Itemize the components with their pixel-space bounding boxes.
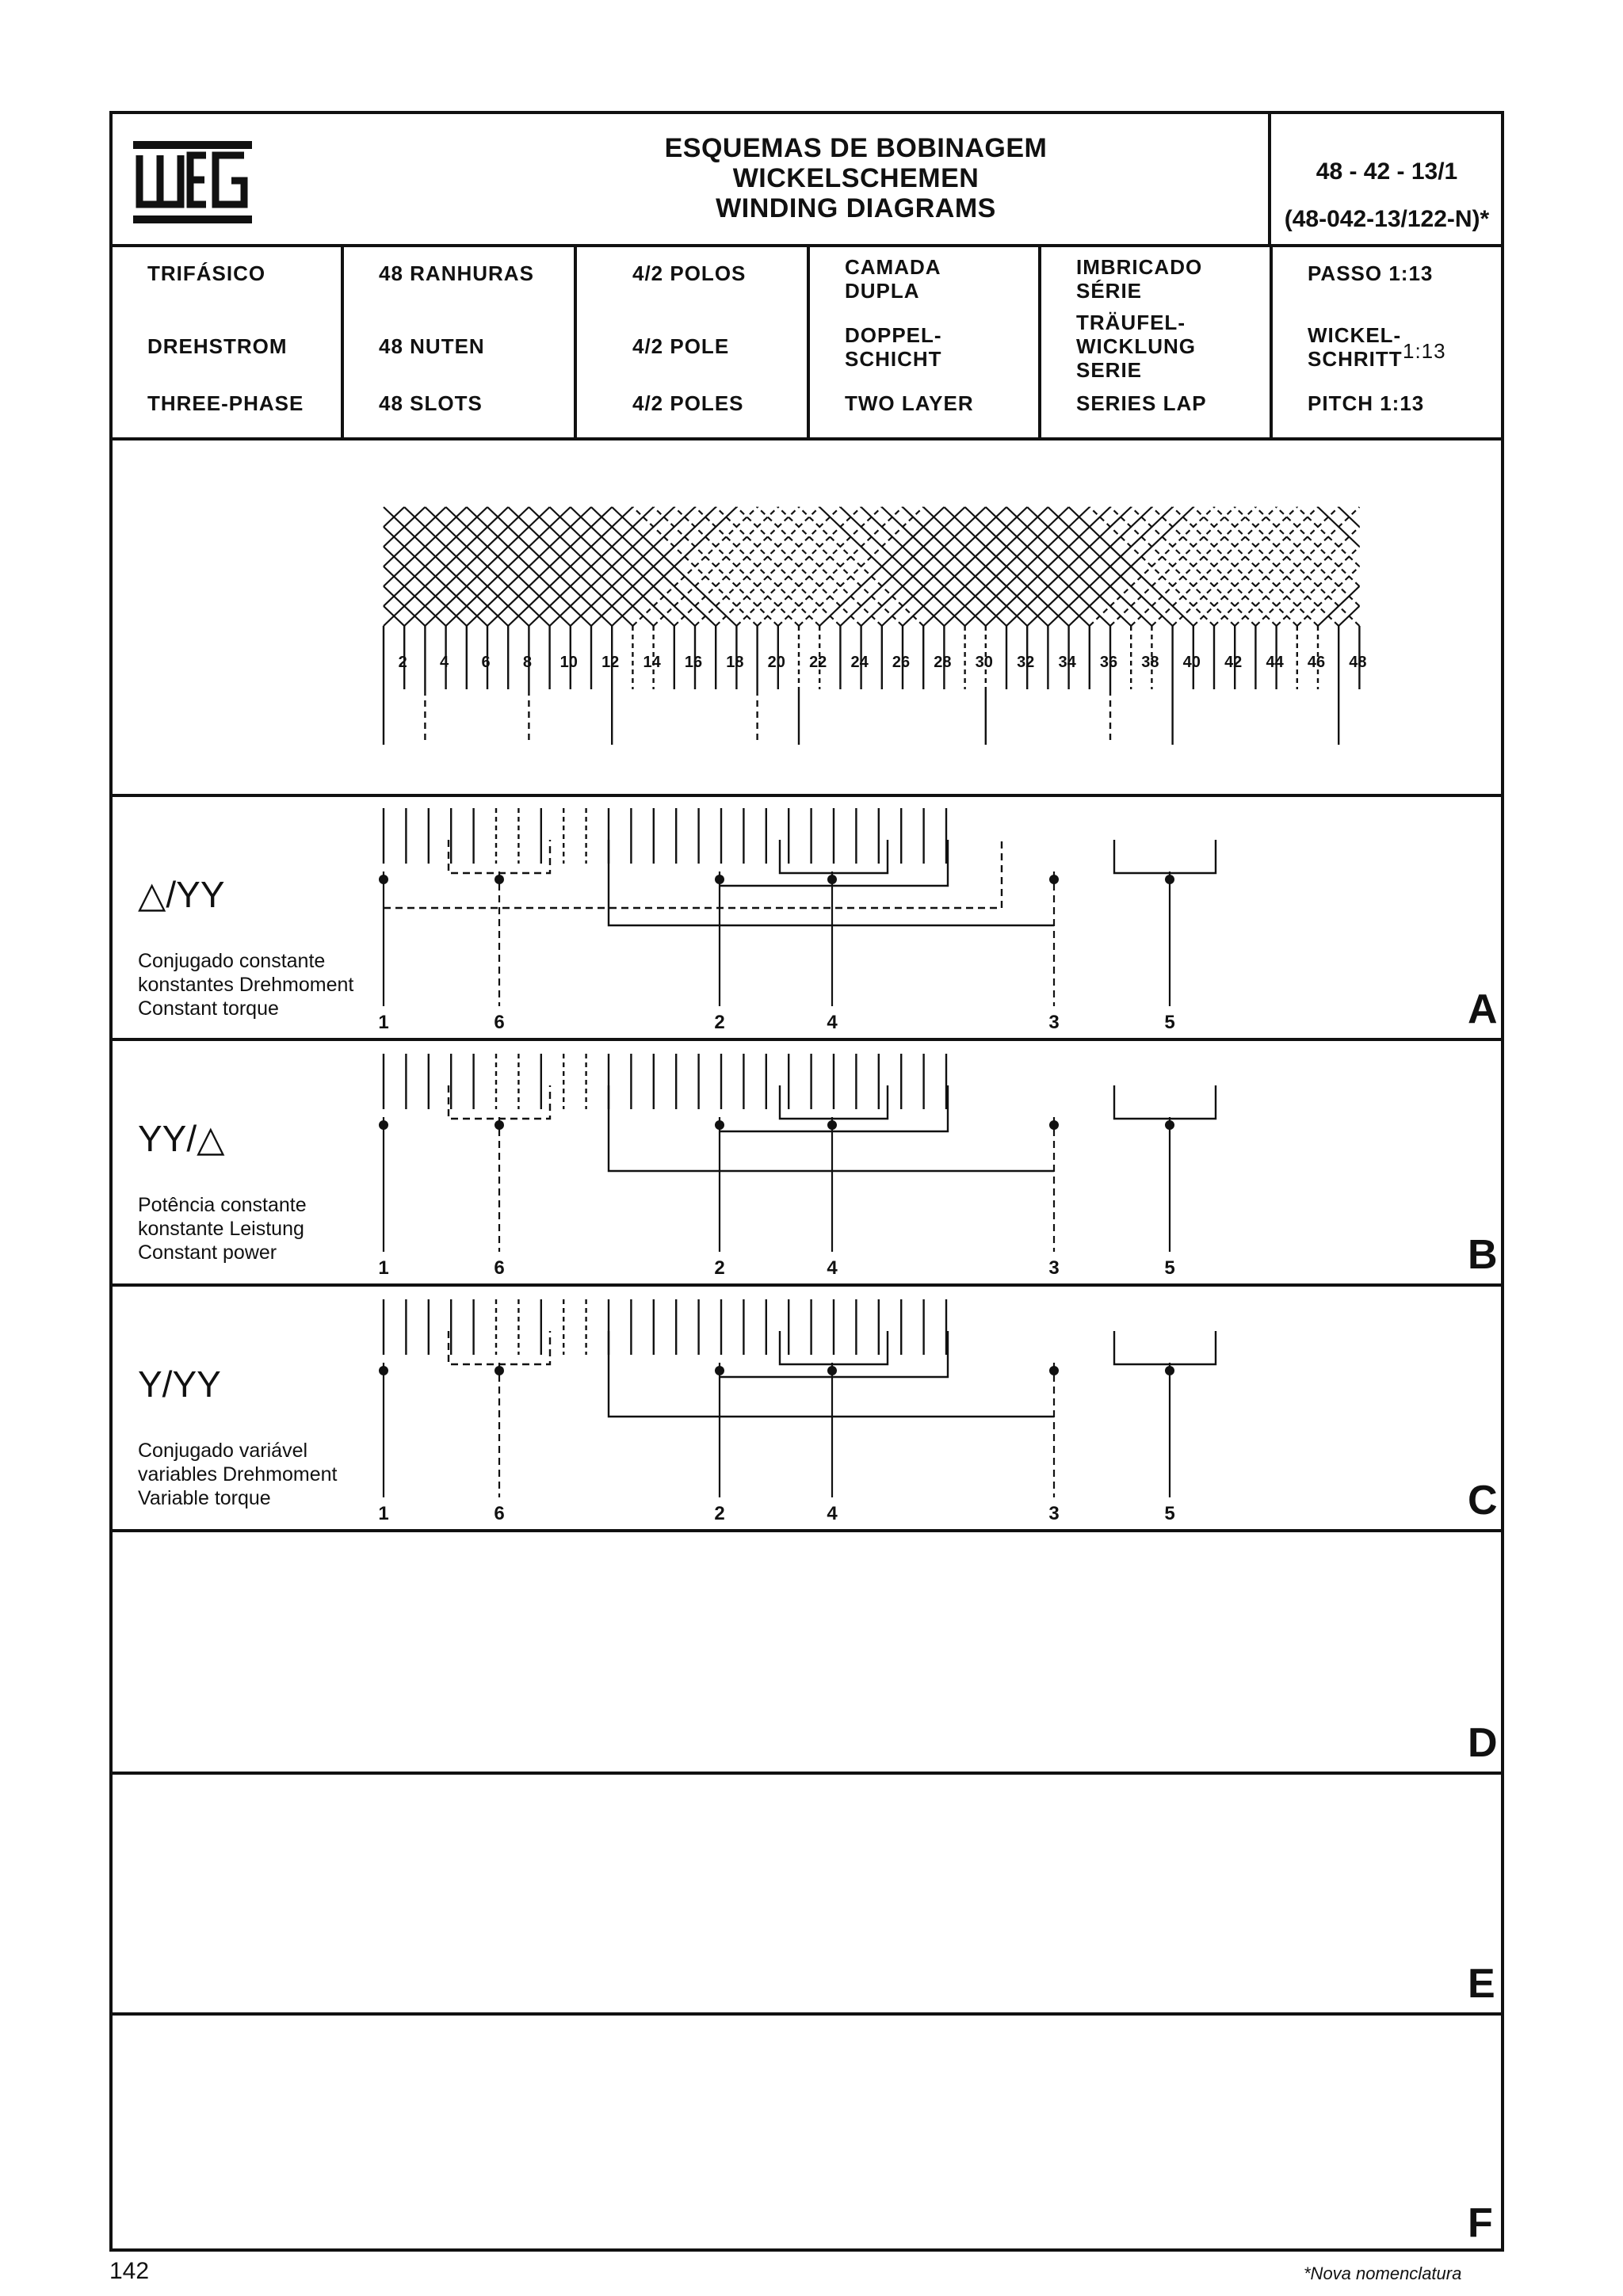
connection-caption: konstante Leistung xyxy=(138,1218,304,1240)
junction-dot xyxy=(715,1366,724,1375)
terminal-label: 1 xyxy=(378,1012,389,1033)
slot-number: 24 xyxy=(850,654,869,671)
spec-cell: 4/2 POLES xyxy=(632,391,744,415)
terminal-label: 3 xyxy=(1048,1012,1060,1033)
junction-dot xyxy=(379,1120,388,1130)
terminal-label: 4 xyxy=(827,1012,838,1033)
spec-cell: WICKEL- SCHRITT xyxy=(1308,323,1403,371)
connection-letter: C xyxy=(1468,1478,1498,1524)
bus-bar xyxy=(449,1085,550,1119)
slot-number: 22 xyxy=(809,654,827,671)
spec-cell: TRÄUFEL- WICKLUNG SERIE xyxy=(1076,311,1196,382)
connection-caption: variables Drehmoment xyxy=(138,1463,338,1486)
terminal-label: 6 xyxy=(494,1257,505,1279)
spec-cell: 4/2 POLE xyxy=(632,334,730,358)
bus-bar xyxy=(1114,1085,1216,1119)
junction-dot xyxy=(495,1366,504,1375)
junction-dot xyxy=(495,1120,504,1130)
slot-number: 6 xyxy=(481,654,491,671)
slot-number: 38 xyxy=(1141,654,1159,671)
slot-number: 48 xyxy=(1349,654,1367,671)
junction-dot xyxy=(715,1120,724,1130)
spec-cell: DOPPEL- SCHICHT xyxy=(845,323,942,371)
connection-caption: Conjugado constante xyxy=(138,950,326,972)
slot-number: 32 xyxy=(1017,654,1035,671)
connection-caption: Variable torque xyxy=(138,1487,271,1509)
slot-number: 14 xyxy=(643,654,661,671)
spec-cell: SERIES LAP xyxy=(1076,391,1207,415)
terminal-label: 5 xyxy=(1164,1257,1175,1279)
terminal-label: 3 xyxy=(1048,1503,1060,1524)
slot-number: 36 xyxy=(1099,654,1118,671)
slot-number: 42 xyxy=(1224,654,1243,671)
spec-cell: 4/2 POLOS xyxy=(632,261,747,285)
slot-number: 12 xyxy=(601,654,620,671)
slot-number: 26 xyxy=(892,654,911,671)
title-line-2: WICKELSCHEMEN xyxy=(732,163,980,193)
connection-letter: A xyxy=(1468,986,1498,1032)
junction-dot xyxy=(1165,1366,1174,1375)
connection-caption: Constant power xyxy=(138,1241,277,1264)
slot-number: 30 xyxy=(975,654,993,671)
spec-cell: THREE-PHASE xyxy=(147,391,304,415)
slot-number: 34 xyxy=(1058,654,1076,671)
junction-dot xyxy=(1049,1366,1059,1375)
terminal-label: 4 xyxy=(827,1257,838,1279)
spec-cell: 48 NUTEN xyxy=(379,334,485,358)
connection-caption: konstantes Drehmoment xyxy=(138,974,354,996)
connection-letter: B xyxy=(1468,1232,1498,1278)
connection-caption: Potência constante xyxy=(138,1194,307,1216)
connection-caption: Constant torque xyxy=(138,997,279,1020)
title-line-1: ESQUEMAS DE BOBINAGEM xyxy=(664,133,1048,163)
junction-dot xyxy=(827,1120,837,1130)
bus-bar xyxy=(1114,1331,1216,1364)
spec-cell: TWO LAYER xyxy=(845,391,974,415)
page-number: 142 xyxy=(109,2258,150,2284)
spec-cell: IMBRICADO SÉRIE xyxy=(1076,255,1203,303)
spec-cell: TRIFÁSICO xyxy=(147,261,266,285)
terminal-label: 2 xyxy=(714,1257,725,1279)
terminal-label: 4 xyxy=(827,1503,838,1524)
junction-dot xyxy=(1049,1120,1059,1130)
junction-dot xyxy=(495,875,504,884)
nomenclature-note: *Nova nomenclatura xyxy=(1304,2264,1462,2283)
connection-symbol: YY/△ xyxy=(138,1118,225,1159)
spec-cell: 48 SLOTS xyxy=(379,391,483,415)
terminal-label: 3 xyxy=(1048,1257,1060,1279)
terminal-label: 1 xyxy=(378,1257,389,1279)
bus-bar xyxy=(449,840,550,873)
slot-number: 16 xyxy=(684,654,703,671)
terminal-label: 5 xyxy=(1164,1012,1175,1033)
slot-number: 46 xyxy=(1307,654,1326,671)
diagram-code-new: (48-042-13/122-N)* xyxy=(1284,206,1490,232)
slot-number: 10 xyxy=(559,654,578,671)
junction-dot xyxy=(827,1366,837,1375)
terminal-label: 1 xyxy=(378,1503,389,1524)
spec-cell: PASSO 1:13 xyxy=(1308,261,1434,285)
diagram-code: 48 - 42 - 13/1 xyxy=(1316,158,1458,185)
slot-number: 28 xyxy=(934,654,952,671)
bus-bar xyxy=(1114,840,1216,873)
junction-dot xyxy=(1049,875,1059,884)
spec-cell-extra: 1:13 xyxy=(1403,339,1446,363)
junction-dot xyxy=(1165,1120,1174,1130)
connection-letter: F xyxy=(1468,2200,1493,2246)
junction-dot xyxy=(715,875,724,884)
connection-symbol: △/YY xyxy=(138,874,225,915)
junction-dot xyxy=(379,875,388,884)
slot-number: 40 xyxy=(1182,654,1201,671)
connection-letter: E xyxy=(1468,1961,1495,2007)
slot-number: 2 xyxy=(398,654,407,671)
junction-dot xyxy=(827,875,837,884)
slot-number: 4 xyxy=(440,654,449,671)
spec-cell: CAMADA DUPLA xyxy=(845,255,941,303)
slot-number: 18 xyxy=(726,654,744,671)
terminal-label: 2 xyxy=(714,1012,725,1033)
connection-symbol: Y/YY xyxy=(138,1363,221,1405)
slot-number: 20 xyxy=(767,654,785,671)
connection-letter: D xyxy=(1468,1720,1498,1766)
spec-cell: PITCH 1:13 xyxy=(1308,391,1425,415)
connection-caption: Conjugado variável xyxy=(138,1440,308,1462)
terminal-label: 6 xyxy=(494,1012,505,1033)
terminal-label: 6 xyxy=(494,1503,505,1524)
bus-bar xyxy=(449,1331,550,1364)
terminal-label: 2 xyxy=(714,1503,725,1524)
junction-dot xyxy=(1165,875,1174,884)
terminal-label: 5 xyxy=(1164,1503,1175,1524)
junction-dot xyxy=(379,1366,388,1375)
spec-cell: DREHSTROM xyxy=(147,334,288,358)
spec-cell: 48 RANHURAS xyxy=(379,261,534,285)
slot-number: 44 xyxy=(1266,654,1284,671)
slot-number: 8 xyxy=(522,654,532,671)
title-line-3: WINDING DIAGRAMS xyxy=(716,193,996,223)
